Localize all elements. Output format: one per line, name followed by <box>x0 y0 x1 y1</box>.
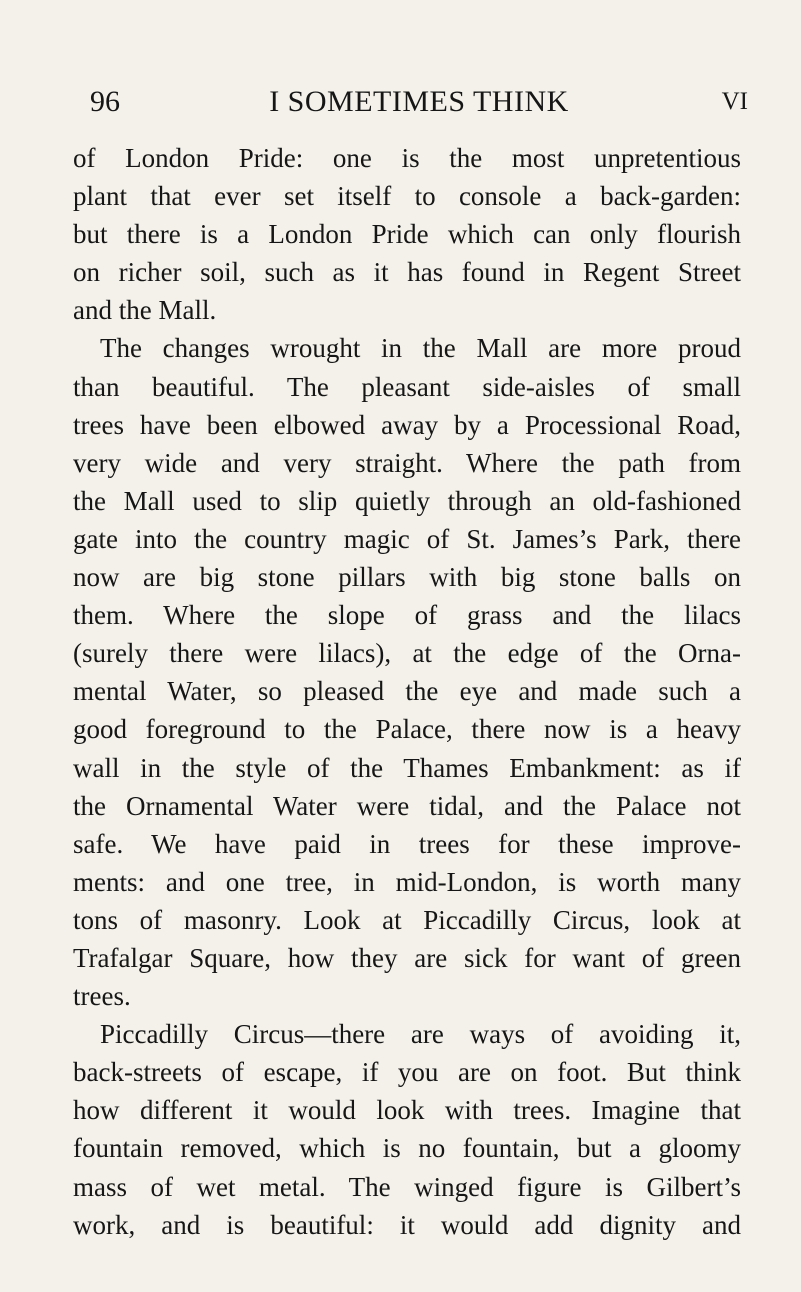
text-line: back-streets of escape, if you are on foot. But think <box>73 1057 741 1088</box>
page-number: 96 <box>90 85 120 118</box>
text-line: them. Where the slope of grass and the lilacs <box>73 600 741 631</box>
text-line: very wide and very straight. Where the path from <box>73 447 741 478</box>
text-line: on richer soil, such as it has found in Regent Street <box>73 257 741 288</box>
text-line: trees. <box>73 981 131 1012</box>
text-line: ments: and one tree, in mid-London, is worth many <box>73 866 741 897</box>
text-line: The changes wrought in the Mall are more proud <box>100 333 741 364</box>
text-line: now are big stone pillars with big stone balls on <box>73 562 741 593</box>
text-line: good foreground to the Palace, there now is a heavy <box>73 714 741 745</box>
chapter-number: VI <box>721 88 748 115</box>
text-line: work, and is beautiful: it would add dignity and <box>73 1209 741 1240</box>
text-line: and the Mall. <box>73 295 217 326</box>
body-text <box>73 139 741 1244</box>
text-line: tons of masonry. Look at Piccadilly Circus, look at <box>73 904 741 935</box>
text-line: the Ornamental Water were tidal, and the Palace not <box>73 790 741 821</box>
text-line: Piccadilly Circus—there are ways of avoiding it, <box>100 1019 741 1050</box>
text-line: plant that ever set itself to console a back-garden: <box>73 181 741 212</box>
text-line: trees have been elbowed away by a Processional Road, <box>73 409 741 440</box>
running-title: I SOMETIMES THINK <box>269 85 569 118</box>
text-line: than beautiful. The pleasant side-aisles of small <box>73 371 741 402</box>
text-line: the Mall used to slip quietly through an old-fashioned <box>73 485 741 516</box>
text-line: how different it would look with trees. Imagine that <box>73 1095 741 1126</box>
text-line: (surely there were lilacs), at the edge of the Orna- <box>73 638 741 669</box>
text-line: safe. We have paid in trees for these improve- <box>73 828 741 859</box>
text-line: but there is a London Pride which can only flourish <box>73 219 741 250</box>
text-line: wall in the style of the Thames Embankment: as if <box>73 752 741 783</box>
text-line: Trafalgar Square, how they are sick for want of green <box>73 942 741 973</box>
text-line: of London Pride: one is the most unpretentious <box>73 143 741 173</box>
text-line: mass of wet metal. The winged figure is Gilbert’s <box>73 1171 741 1202</box>
text-line: fountain removed, which is no fountain, but a gloomy <box>73 1133 741 1164</box>
text-line: gate into the country magic of St. James’s Park, there <box>73 523 741 554</box>
running-header <box>90 82 748 122</box>
text-line: mental Water, so pleased the eye and made such a <box>73 676 741 707</box>
